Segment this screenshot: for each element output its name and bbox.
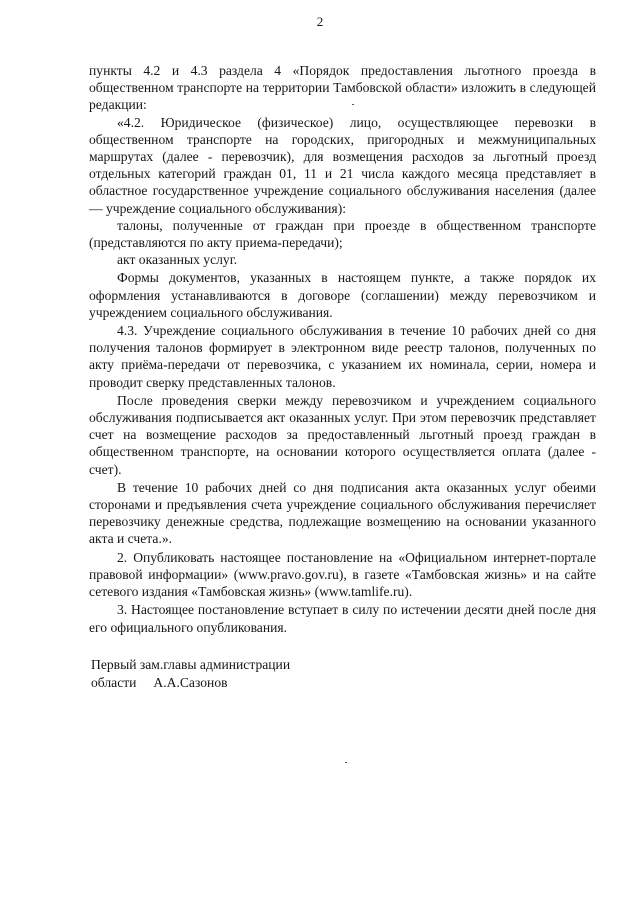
paragraph: акт оказанных услуг. <box>117 252 238 268</box>
paragraph: пункты 4.2 и 4.3 раздела 4 «Порядок предоставления льготного проезда в общественном транспорте на территории Тамбовской области» изложить в следующей редакции: <box>89 63 596 113</box>
page-number: 2 <box>316 14 324 29</box>
paragraph: 3. Настоящее постановление вступает в силу по истечении десяти дней после дня его официального опубликования. <box>89 602 596 635</box>
paragraph: талоны, полученные от граждан при проезде в общественном транспорте (представляются по акту приема-передачи); <box>89 217 596 251</box>
scan-speck <box>352 104 354 105</box>
paragraph: 4.3. Учреждение социального обслуживания в течение 10 рабочих дней со дня получения талонов формирует в электронном виде реестр талонов, полученных по акту приёма-передачи от перевозчика, с указанием их номинала, серии, номера и проводит сверку представленных талонов. <box>89 323 596 390</box>
scan-speck <box>345 762 347 763</box>
signatory-name: области А.А.Сазонов <box>91 675 228 690</box>
document-body <box>89 62 596 636</box>
signatory-position: Первый зам.главы администрации <box>91 657 291 672</box>
signature-block <box>91 656 290 692</box>
paragraph: После проведения сверки между перевозчиком и учреждением социального обслуживания подписывается акт оказанных услуг. При этом перевозчик представляет счет на возмещение расходов за предоставленный льготный проезд граждан в общественном транспорте, на основании которого осуществляется оплата (далее - счет). <box>89 392 596 477</box>
paragraph: 2. Опубликовать настоящее постановление на «Официальном интернет-портале правовой информации» (www.pravo.gov.ru), в газете «Тамбовская жизнь» и на сайте сетевого издания «Тамбовская жизнь» (www.tamlife.ru). <box>89 549 596 600</box>
paragraph: «4.2. Юридическое (физическое) лицо, осуществляющее перевозки в общественном транспорте на городских, пригородных и межмуниципальных маршрутах (далее - перевозчик), для возмещения расходов за льготный проезд отдельных категорий граждан 01, 11 и 21 числа каждого месяца представляет в областное государственное учреждение социального обслуживания населения (далее — учреждение социального обслуживания): <box>89 114 596 216</box>
paragraph: Формы документов, указанных в настоящем пункте, а также порядок их оформления устанавливаются в договоре (соглашении) между перевозчиком и учреждением социального обслуживания. <box>89 270 596 320</box>
paragraph: В течение 10 рабочих дней со дня подписания акта оказанных услуг обеими сторонами и предъявления счета учреждение социального обслуживания перечисляет перевозчику денежные средства, подлежащие возмещению на основании указанного акта и счета.». <box>89 479 596 547</box>
